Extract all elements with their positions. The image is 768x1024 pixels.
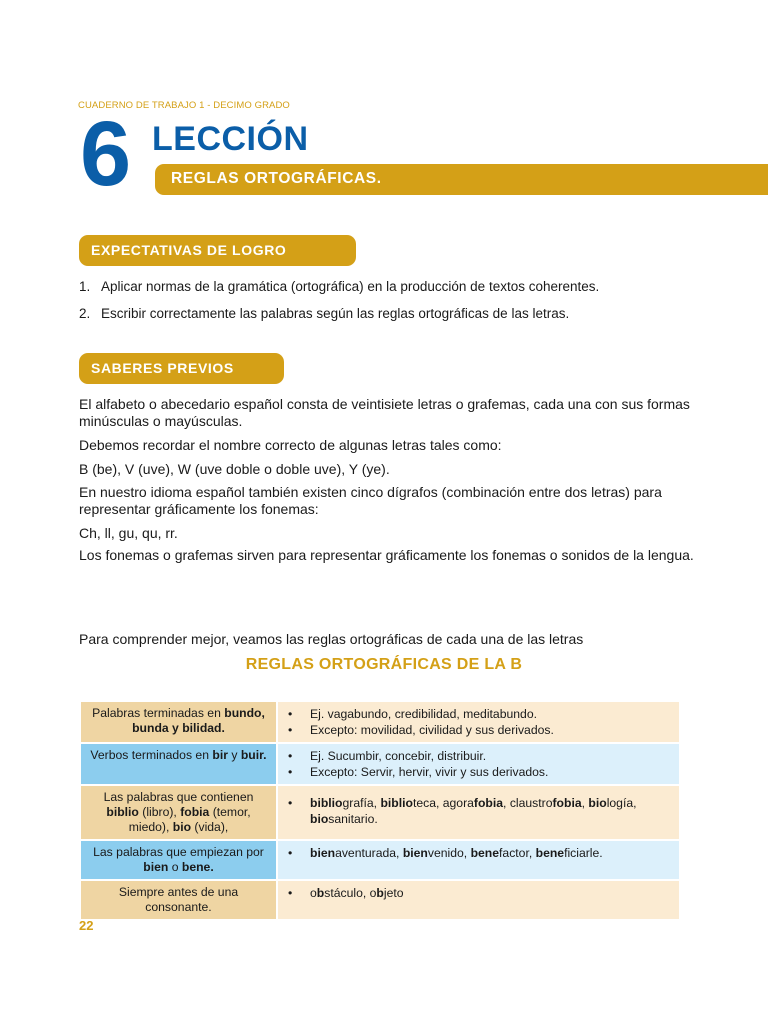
paragraph-digraph-list: Ch, ll, gu, qu, rr. [79, 525, 178, 541]
rules-table [79, 700, 681, 921]
table-row [80, 840, 680, 880]
rule-description: Verbos terminados en bir y buir. [80, 743, 277, 785]
rule-examples [277, 743, 680, 785]
table-row [80, 701, 680, 743]
objective-text: Escribir correctamente las palabras según las reglas ortográficas de las letras. [101, 306, 570, 321]
table-row [80, 880, 680, 920]
rule-examples [277, 785, 680, 840]
example-item: • bienaventurada, bienvenido, benefactor, beneficiarle. [288, 845, 671, 861]
rule-examples [277, 840, 680, 880]
objective-item [79, 279, 599, 294]
workbook-label: CUADERNO DE TRABAJO 1 - DECIMO GRADO [78, 100, 290, 111]
rule-description: Las palabras que contienen biblio (libro), fobia (temor, miedo), bio (vida), [80, 785, 277, 840]
rule-description: Las palabras que empiezan por bien o bene. [80, 840, 277, 880]
paragraph-digraphs: En nuestro idioma español también existen cinco dígrafos (combinación entre dos letras) para representar gráficamente los fonemas: [79, 484, 662, 517]
lesson-number: 6 [80, 103, 132, 205]
paragraph-phonemes: Los fonemas o grafemas sirven para representar gráficamente los fonemas o sonidos de la lengua. [79, 547, 694, 563]
example-item: • Ej. Sucumbir, concebir, distribuir. [288, 748, 671, 764]
expectativas-heading: EXPECTATIVAS DE LOGRO [79, 235, 356, 266]
example-item: • obstáculo, objeto [288, 885, 671, 901]
page-number: 22 [79, 918, 94, 933]
example-item: • bibliografía, biblioteca, agorafobia, claustrofobia, biología, biosanitario. [288, 795, 671, 827]
example-item: • Excepto: Servir, hervir, vivir y sus derivados. [288, 764, 671, 780]
paragraph-letter-names: B (be), V (uve), W (uve doble o doble uve), Y (ye). [79, 461, 390, 477]
subtitle-banner [155, 164, 768, 195]
objective-item [79, 306, 569, 321]
rule-examples [277, 880, 680, 920]
objective-number: 2. [79, 306, 91, 321]
lesson-subtitle: REGLAS ORTOGRÁFICAS. [171, 170, 382, 187]
objective-number: 1. [79, 279, 91, 294]
paragraph-rules-intro: Para comprender mejor, veamos las reglas ortográficas de cada una de las letras [79, 631, 584, 647]
lesson-title: LECCIÓN [152, 120, 309, 158]
rule-description: Palabras terminadas en bundo, bunda y bilidad. [80, 701, 277, 743]
paragraph-alphabet: El alfabeto o abecedario español consta de veintisiete letras o grafemas, cada una con sus formas minúsculas o mayúsculas. [79, 396, 690, 429]
rule-examples [277, 701, 680, 743]
rule-description: Siempre antes de una consonante. [80, 880, 277, 920]
table-row [80, 743, 680, 785]
paragraph-letters-intro: Debemos recordar el nombre correcto de algunas letras tales como: [79, 437, 502, 453]
table-row [80, 785, 680, 840]
saberes-heading: SABERES PREVIOS [79, 353, 284, 384]
example-item: • Excepto: movilidad, civilidad y sus derivados. [288, 722, 671, 738]
example-item: • Ej. vagabundo, credibilidad, meditabundo. [288, 706, 671, 722]
objective-text: Aplicar normas de la gramática (ortográfica) en la producción de textos coherentes. [101, 279, 600, 294]
rules-title: REGLAS ORTOGRÁFICAS DE LA B [245, 656, 523, 673]
